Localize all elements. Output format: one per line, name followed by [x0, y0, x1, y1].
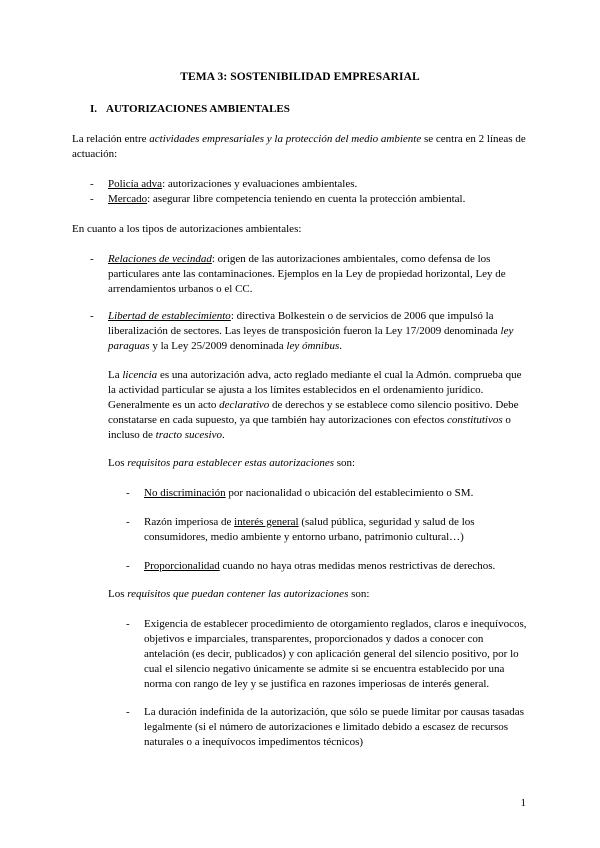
requisitos-contener-heading [108, 587, 528, 602]
paragraph-text: es una autorización adva, acto reglado mediante el cual la Admón. comprueba que la actividad particular se ajusta a los límites establecidos en el ordenamiento jurídico. Generalmente es un acto [108, 369, 522, 411]
bullet-dash: - [90, 193, 94, 205]
bullet-dash: - [126, 516, 130, 528]
term-underlined: Policía adva [108, 178, 163, 190]
term-underlined: Relaciones de vecindad [108, 253, 212, 265]
term-description: : origen de las autorizaciones ambientales, como defensa de los particulares ante las contaminaciones. Ejemplos en la Ley de propiedad horizontal, Ley de arrendamientos urbanos o el CC. [108, 253, 506, 295]
list-item-text [144, 559, 495, 574]
term-underlined: No discriminación [144, 487, 226, 499]
paragraph-text: Los [108, 588, 128, 600]
term-description: y la Ley 25/2009 denominada [149, 340, 287, 352]
term-description: cuando no haya otras medidas menos restrictivas de derechos. [219, 560, 496, 572]
types-intro: En cuanto a los tipos de autorizaciones ambientales: [72, 223, 302, 235]
licencia-paragraph [108, 368, 528, 443]
intro-text-end: se centra en 2 líneas de actuación: [72, 133, 526, 160]
paragraph-text: o incluso de [108, 414, 511, 441]
list-item-text: Exigencia de establecer procedimiento de otorgamiento reglados, claros e inequívocos, objetivos e imparciales, transparentes, proporcionados y dados a conocer con antelación (es decir, publicados) y con aplicación general del silencio positivo, por lo cual el silencio negativo únicamente se admite si se encuentra establecido por una norma con rango de ley y se justifica en razones imperiosas de interés general. [144, 618, 527, 690]
term-underlined: Libertad de establecimiento [108, 310, 231, 322]
bullet-dash: - [126, 618, 130, 630]
section-heading [90, 102, 290, 117]
list-item-text: La duración indefinida de la autorización, que sólo se puede limitar por causas tasadas legalmente (si el número de autorizaciones e limitado debido a escasez de recursos naturales o a inequívocos impedimentos técnicos) [144, 706, 524, 748]
term-description: : autorizaciones y evaluaciones ambientales. [162, 178, 358, 190]
term-description: : asegurar libre competencia teniendo en cuenta la protección ambiental. [147, 193, 466, 205]
term-underlined: Proporcionalidad [144, 560, 220, 572]
term-description: : directiva Bolkestein o de servicios de 2006 que impulsó la liberalización de sectores. Las leyes de transposición fueron la Ley 17/2009 denominada [108, 310, 501, 337]
italic-term: ley ómnibus [286, 340, 340, 352]
bullet-dash: - [90, 310, 94, 322]
italic-term: requisitos que puedan contener las autorizaciones [127, 588, 349, 600]
list-item-text [108, 177, 357, 192]
paragraph-text: La [108, 369, 123, 381]
term-description: por nacionalidad o ubicación del establecimiento o SM. [225, 487, 474, 499]
term-underlined: interés general [234, 516, 299, 528]
list-item-text [144, 486, 473, 501]
italic-term: tracto sucesivo [155, 429, 222, 441]
paragraph-text: . [221, 429, 225, 441]
section-number: I. [90, 103, 98, 115]
paragraph-text: son: [348, 588, 370, 600]
italic-term: licencia [122, 369, 158, 381]
requisitos-establecer-heading [108, 456, 528, 471]
bullet-dash: - [90, 253, 94, 265]
page-title: TEMA 3: SOSTENIBILIDAD EMPRESARIAL [180, 71, 420, 83]
italic-term: declarativo [219, 399, 270, 411]
paragraph-text: Los [108, 457, 128, 469]
intro-paragraph [72, 132, 532, 162]
bullet-dash: - [126, 560, 130, 572]
paragraph-text: de derechos y se establece como silencio positivo. Debe constatarse en cada supuesto, ya que también hay autorizaciones con efectos [108, 399, 519, 426]
section-title: AUTORIZACIONES AMBIENTALES [106, 103, 290, 115]
bullet-dash: - [90, 178, 94, 190]
italic-term: ley paraguas [108, 325, 514, 352]
intro-text: La relación entre [72, 133, 150, 145]
italic-term: requisitos para establecer estas autorizaciones [127, 457, 334, 469]
term-underlined: Mercado [108, 193, 148, 205]
bullet-dash: - [126, 487, 130, 499]
paragraph-text: son: [334, 457, 356, 469]
page-number: 1 [520, 797, 526, 809]
term-description: . [339, 340, 343, 352]
list-item-text [108, 309, 528, 354]
bullet-dash: - [126, 706, 130, 718]
intro-italic: actividades empresariales y la protección del medio ambiente [149, 133, 422, 145]
term-prefix: Razón imperiosa de [144, 516, 235, 528]
list-item-text [108, 192, 465, 207]
list-item-text [144, 515, 519, 545]
term-description: (salud pública, seguridad y salud de los consumidores, medio ambiente y entorno urbano, patrimonio cultural…) [144, 516, 475, 543]
list-item-text [108, 252, 528, 297]
italic-term: constitutivos [447, 414, 503, 426]
